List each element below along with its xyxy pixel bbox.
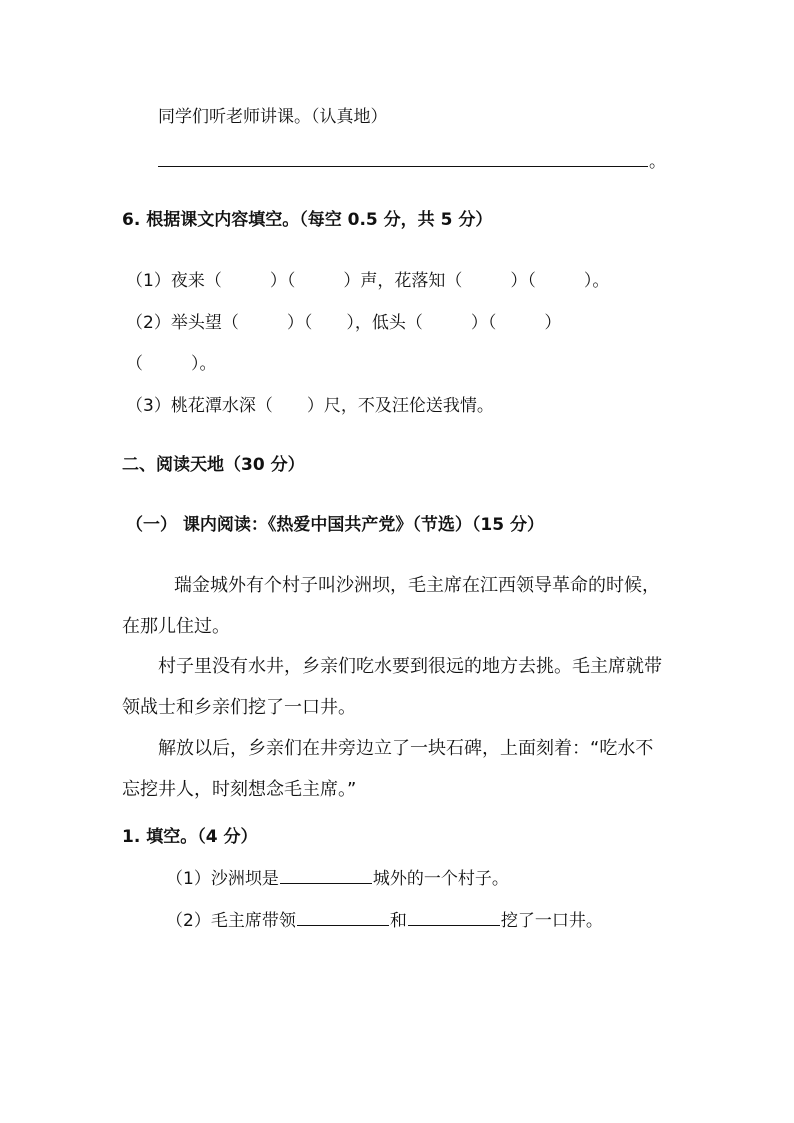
q6-item-1-p5: ）。 <box>583 271 610 291</box>
q1-item-2-text-c: 挖了一口井。 <box>500 911 603 931</box>
q6-item-2-cont-close: ）。 <box>191 354 217 374</box>
q6-item-3 <box>126 395 494 417</box>
answer-period: 。 <box>649 152 666 172</box>
q1-item-1-text-a: 沙洲坝是 <box>210 869 279 889</box>
q6-item-1 <box>126 270 609 292</box>
answer-blank-line[interactable] <box>158 166 648 167</box>
q6-item-1-p1: 夜来（ <box>170 271 222 291</box>
q1-item-2-text-b: 和 <box>389 911 407 931</box>
q6-item-1-label: （1） <box>126 271 171 291</box>
fill-blank[interactable] <box>280 866 372 884</box>
passage-para-2-line-2: 领战士和乡亲们挖了一口井。 <box>122 697 356 718</box>
fill-blank[interactable] <box>408 908 500 926</box>
passage-para-1-line-2: 在那儿住过。 <box>122 616 230 637</box>
q6-item-2-p4: ）（ <box>470 313 497 333</box>
q6-item-3-p1: 桃花潭水深（ <box>170 396 273 416</box>
reading-subheading: （一） 课内阅读：《热爱中国共产党》（节选）（15 分） <box>126 515 544 535</box>
q6-item-1-p4: ）（ <box>510 271 536 291</box>
sentence-rewrite: 同学们听老师讲课。（认真地） <box>158 107 388 127</box>
q1-item-1-text-b: 城外的一个村子。 <box>372 869 509 889</box>
passage-para-1-line-1: 瑞金城外有个村子叫沙洲坝，毛主席在江西领导革命的时候， <box>174 575 660 596</box>
fill-blank[interactable] <box>297 908 389 926</box>
q1-item-1-label: （1） <box>166 869 211 889</box>
q1-item-2 <box>166 908 603 932</box>
q6-item-2-p2: ）（ <box>286 313 313 333</box>
q6-item-3-label: （3） <box>126 396 171 416</box>
passage-para-2-line-1: 村子里没有水井，乡亲们吃水要到很远的地方去挑。毛主席就带 <box>158 656 662 677</box>
q6-item-2-p1: 举头望（ <box>170 313 239 333</box>
q6-heading: 6. 根据课文内容填空。（每空 0.5 分，共 5 分） <box>122 210 493 230</box>
q1-item-1 <box>166 866 509 890</box>
q1-item-2-label: （2） <box>166 911 211 931</box>
q1-item-2-text-a: 毛主席带领 <box>210 911 296 931</box>
q6-item-2-label: （2） <box>126 313 171 333</box>
q6-item-2-p5: ） <box>544 313 562 333</box>
passage-para-3-line-1: 解放以后，乡亲们在井旁边立了一块石碑，上面刻着：“吃水不 <box>158 738 654 759</box>
section-2-heading: 二、阅读天地（30 分） <box>122 455 305 475</box>
passage-para-3-line-2: 忘挖井人，时刻想念毛主席。” <box>122 779 357 800</box>
q6-item-2-p3: ），低头（ <box>346 313 423 333</box>
q6-item-2-continued <box>126 353 217 375</box>
q6-item-2-cont-open: （ <box>126 354 143 374</box>
q6-item-3-p2: ）尺，不及汪伦送我情。 <box>306 396 494 416</box>
q6-item-1-p2: ）（ <box>269 271 296 291</box>
q1-heading: 1. 填空。（4 分） <box>122 827 258 847</box>
q6-item-1-p3: ）声，花落知（ <box>343 271 463 291</box>
q6-item-2 <box>126 312 561 334</box>
